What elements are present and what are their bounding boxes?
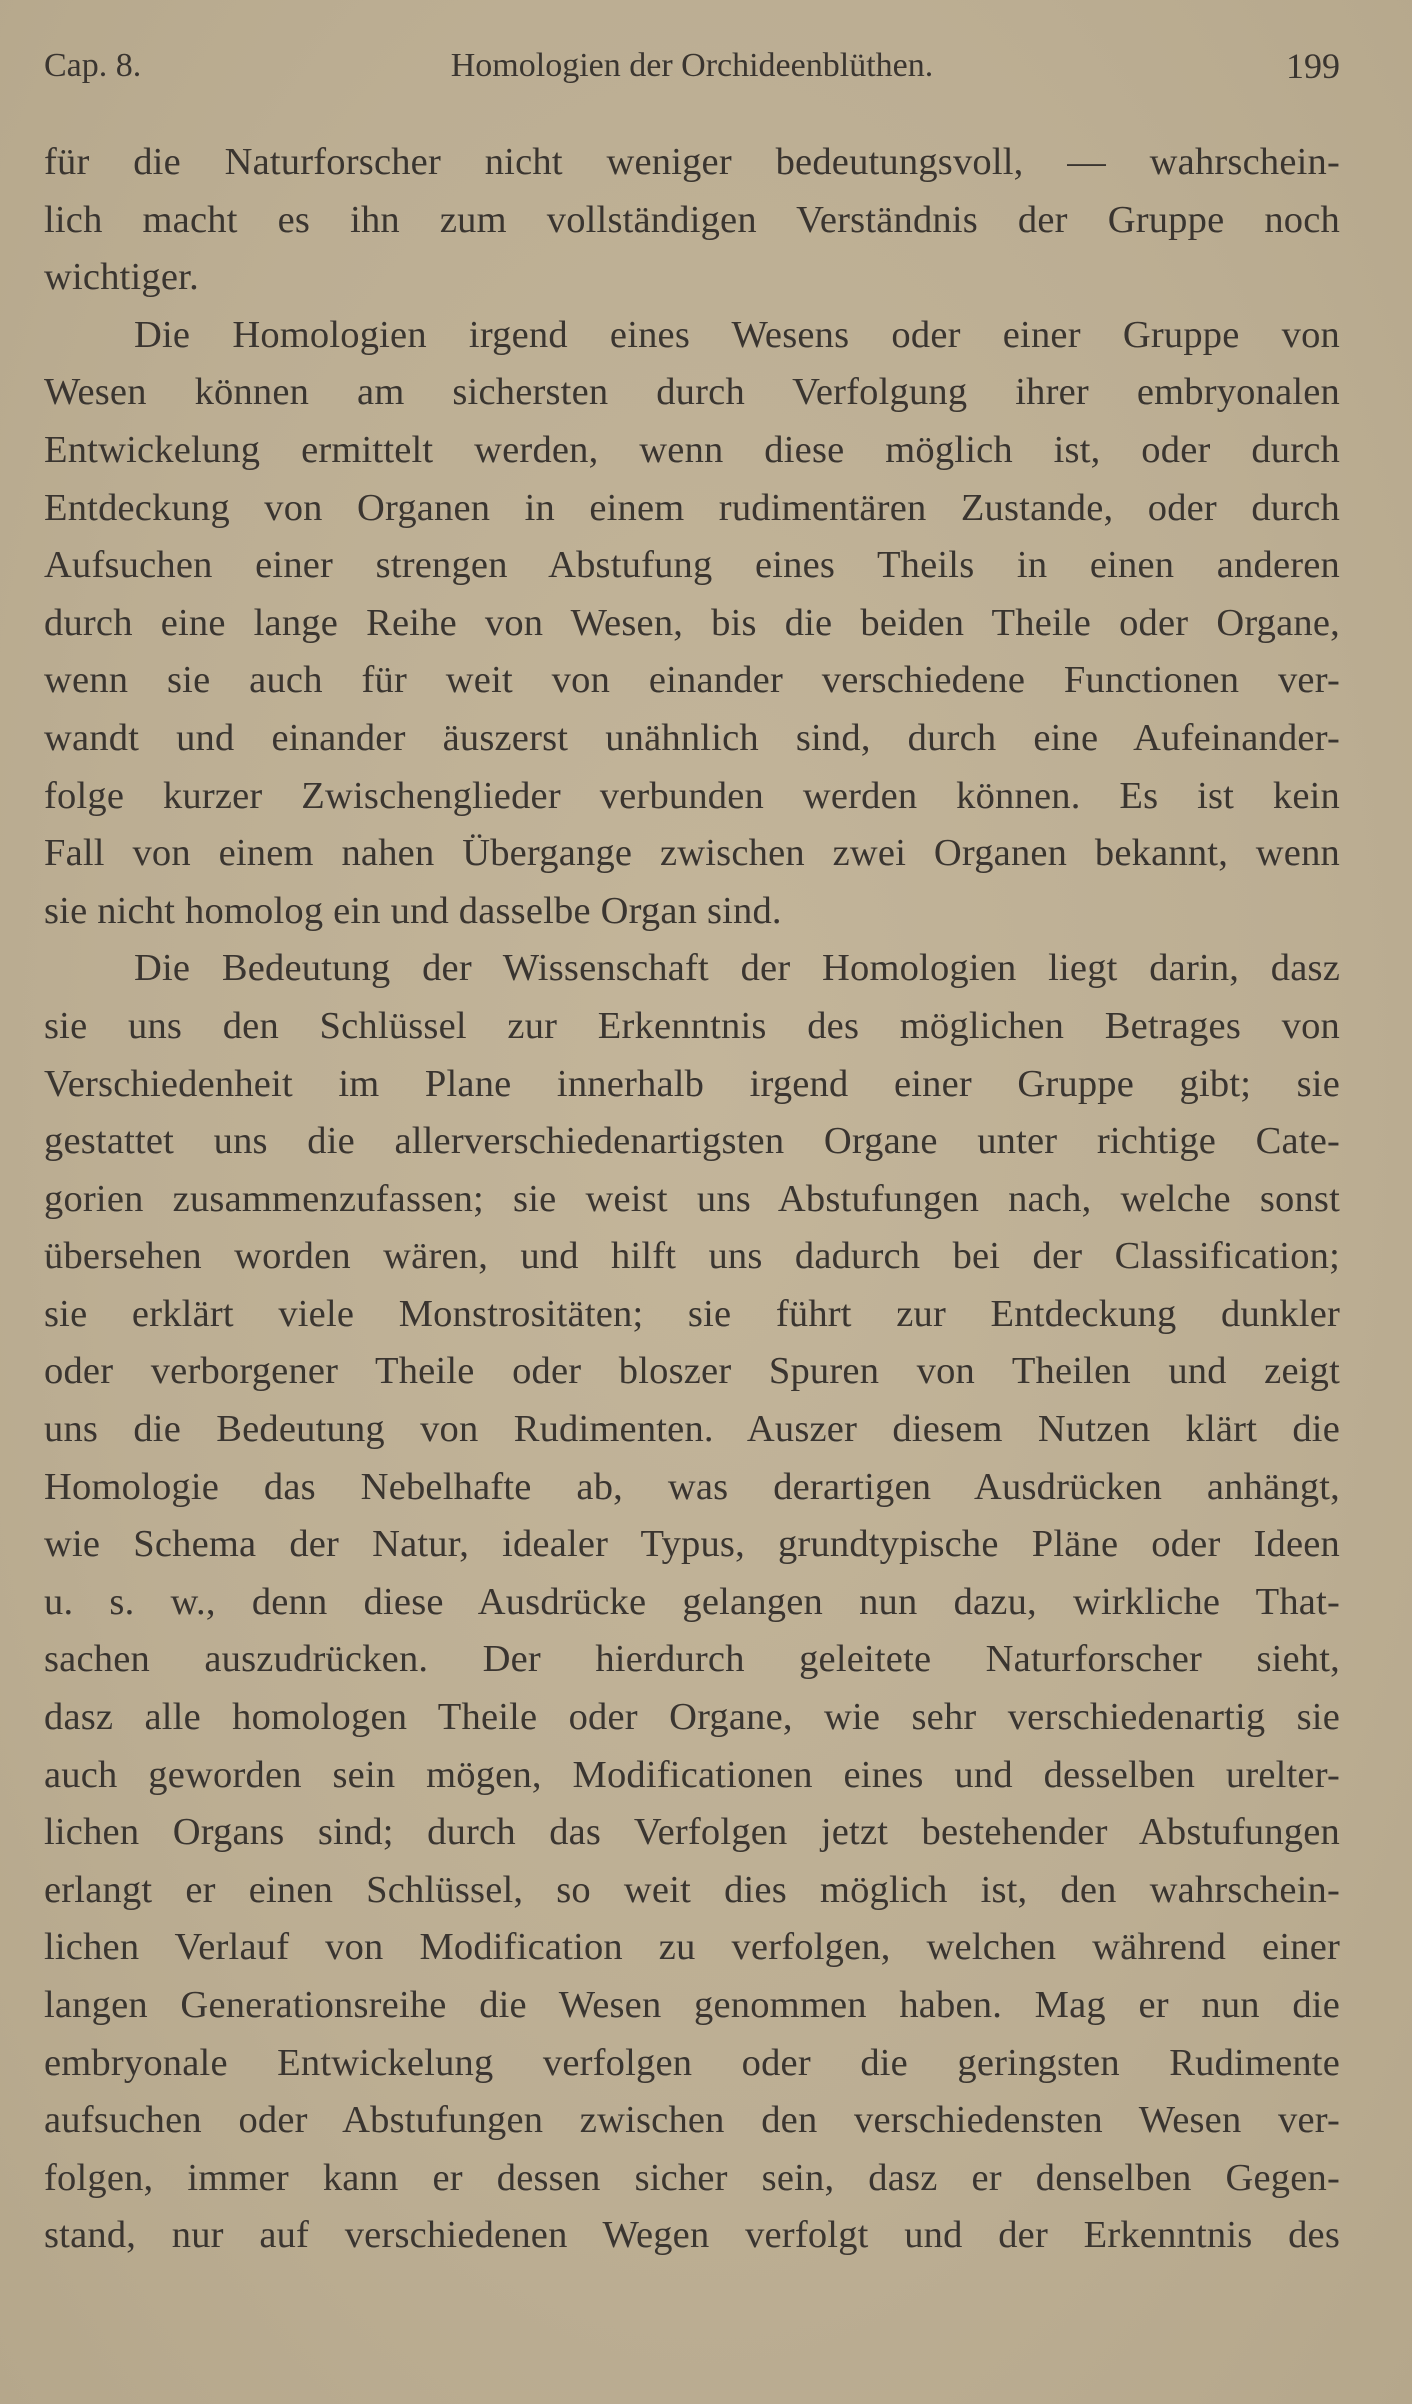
text-line: Entdeckung von Organen in einem rudimentären Zustande, oder durch bbox=[44, 486, 1340, 529]
paragraph-first-line: Die Homologien irgend eines Wesens oder einer Gruppe von bbox=[134, 313, 1340, 356]
text-line: Aufsuchen einer strengen Abstufung eines Theils in einen anderen bbox=[44, 544, 1340, 587]
text-line: lichen Organs sind; durch das Verfolgen jetzt bestehender Abstufungen bbox=[44, 1811, 1340, 1854]
text-line: für die Naturforscher nicht weniger bedeutungsvoll, — wahrschein- bbox=[44, 141, 1340, 183]
text-line: Verschiedenheit im Plane innerhalb irgend einer Gruppe gibt; sie bbox=[44, 1062, 1340, 1105]
text-line: langen Generationsreihe die Wesen genommen haben. Mag er nun die bbox=[44, 1984, 1340, 2026]
text-line: wichtiger. bbox=[44, 256, 199, 299]
text-line: sie nicht homolog ein und dasselbe Organ sind. bbox=[44, 889, 782, 932]
text-line: gorien zusammenzufassen; sie weist uns Abstufungen nach, welche sonst bbox=[44, 1177, 1340, 1220]
body-text bbox=[44, 134, 1340, 2265]
text-line: wie Schema der Natur, idealer Typus, grundtypische Pläne oder Ideen bbox=[44, 1523, 1340, 1566]
text-line: stand, nur auf verschiedenen Wegen verfolgt und der Erkenntnis des bbox=[44, 2214, 1340, 2257]
text-line: lichen Verlauf von Modification zu verfolgen, welchen während einer bbox=[44, 1926, 1340, 1969]
text-line: Entwickelung ermittelt werden, wenn diese möglich ist, oder durch bbox=[44, 428, 1340, 471]
chapter-label: Cap. 8. bbox=[44, 47, 142, 84]
text-line: erlangt er einen Schlüssel, so weit dies möglich ist, den wahrschein- bbox=[44, 1868, 1340, 1911]
text-line: Homologie das Nebelhafte ab, was derartigen Ausdrücken anhängt, bbox=[44, 1465, 1340, 1508]
text-line: sie erklärt viele Monstrositäten; sie führt zur Entdeckung dunkler bbox=[44, 1292, 1340, 1335]
text-line: Fall von einem nahen Übergange zwischen zwei Organen bekannt, wenn bbox=[44, 832, 1340, 875]
text-line: dasz alle homologen Theile oder Organe, wie sehr verschiedenartig sie bbox=[44, 1696, 1340, 1739]
text-line: wenn sie auch für weit von einander verschiedene Functionen ver- bbox=[44, 659, 1340, 702]
paragraph-first-line: Die Bedeutung der Wissenschaft der Homologien liegt darin, dasz bbox=[134, 947, 1340, 990]
text-line: gestattet uns die allerverschiedenartigsten Organe unter richtige Cate- bbox=[44, 1120, 1340, 1163]
text-line: folgen, immer kann er dessen sicher sein, dasz er denselben Gegen- bbox=[44, 2156, 1340, 2199]
text-line: sachen auszudrücken. Der hierdurch geleitete Naturforscher sieht, bbox=[44, 1638, 1340, 1681]
text-line: u. s. w., denn diese Ausdrücke gelangen nun dazu, wirkliche That- bbox=[44, 1580, 1340, 1623]
text-line: durch eine lange Reihe von Wesen, bis die beiden Theile oder Organe, bbox=[44, 601, 1340, 644]
running-title: Homologien der Orchideenblüthen. bbox=[450, 47, 934, 84]
text-line: lich macht es ihn zum vollständigen Verständnis der Gruppe noch bbox=[44, 198, 1340, 241]
text-line: uns die Bedeutung von Rudimenten. Auszer diesem Nutzen klärt die bbox=[44, 1408, 1340, 1451]
text-line: Wesen können am sichersten durch Verfolgung ihrer embryonalen bbox=[44, 371, 1340, 414]
text-line: wandt und einander äuszerst unähnlich sind, durch eine Aufeinander- bbox=[44, 716, 1340, 759]
text-line: oder verborgener Theile oder bloszer Spuren von Theilen und zeigt bbox=[44, 1350, 1340, 1393]
text-line: auch geworden sein mögen, Modificationen eines und desselben urelter- bbox=[44, 1753, 1340, 1796]
text-line: folge kurzer Zwischenglieder verbunden werden können. Es ist kein bbox=[44, 774, 1340, 817]
text-line: übersehen worden wären, und hilft uns dadurch bei der Classification; bbox=[44, 1235, 1340, 1278]
running-head bbox=[44, 38, 1340, 94]
text-line: sie uns den Schlüssel zur Erkenntnis des möglichen Betrages von bbox=[44, 1004, 1340, 1047]
text-line: aufsuchen oder Abstufungen zwischen den verschiedensten Wesen ver- bbox=[44, 2099, 1340, 2142]
page-number: 199 bbox=[1286, 46, 1340, 86]
text-line: embryonale Entwickelung verfolgen oder die geringsten Rudimente bbox=[44, 2041, 1340, 2084]
